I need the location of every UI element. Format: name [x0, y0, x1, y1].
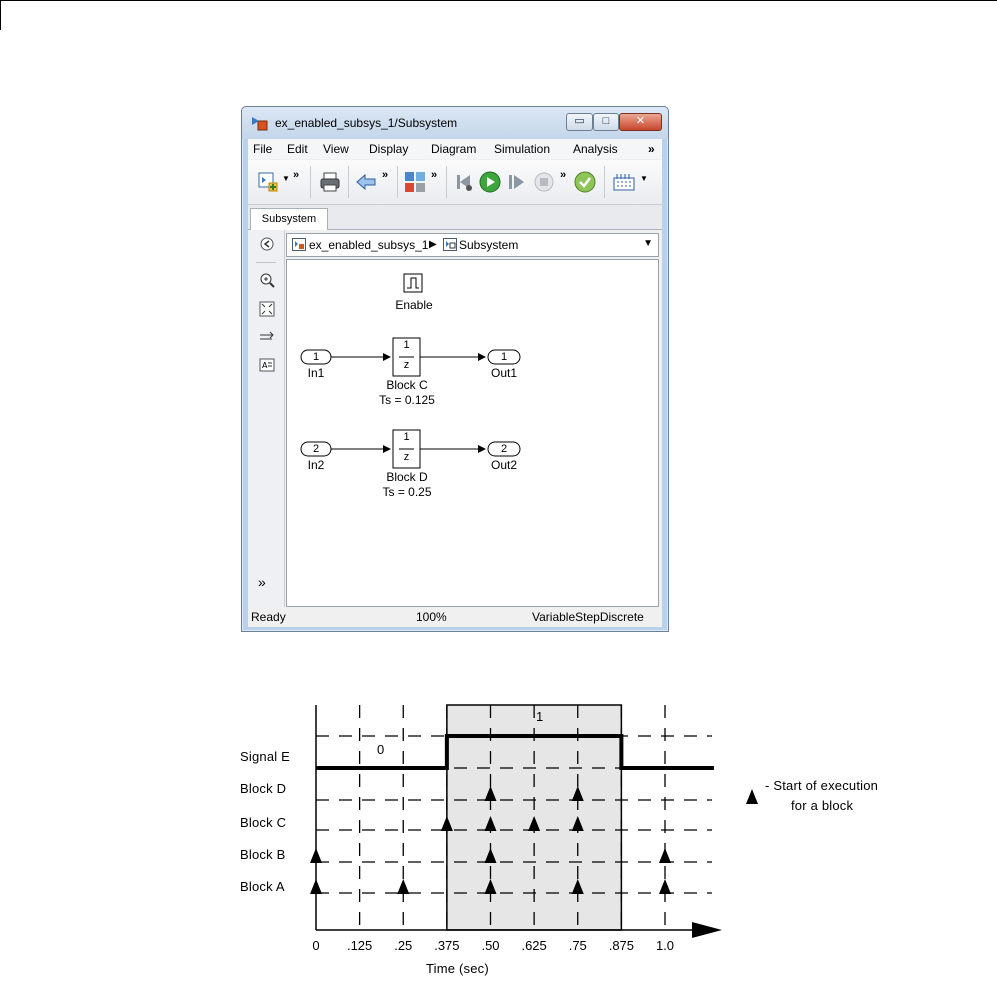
out1-number: 1 — [500, 351, 508, 363]
breadcrumb-current[interactable]: Subsystem — [459, 238, 519, 252]
legend-text-line1: - Start of execution — [765, 778, 879, 793]
x-tick-label: .625 — [521, 938, 547, 953]
status-solver: VariableStepDiscrete — [532, 610, 644, 624]
row-label-block-a: Block A — [240, 879, 285, 894]
x-axis-label: Time (sec) — [426, 961, 489, 976]
menu-simulation[interactable]: Simulation — [494, 142, 551, 156]
menu-view[interactable]: View — [323, 142, 349, 156]
toolbar-overflow-4[interactable]: » — [560, 169, 567, 181]
menu-file[interactable]: File — [253, 142, 273, 156]
status-zoom: 100% — [416, 610, 447, 624]
new-model-dropdown-icon[interactable]: ▼ — [282, 174, 290, 183]
block-c-numerator: 1 — [403, 339, 410, 351]
menu-analysis[interactable]: Analysis — [573, 142, 618, 156]
address-dropdown-icon[interactable]: ▼ — [643, 238, 653, 249]
x-tick-label: .875 — [608, 938, 635, 953]
signal-high-value: 1 — [536, 709, 544, 724]
in2-number: 2 — [312, 443, 320, 455]
menu-diagram[interactable]: Diagram — [431, 142, 477, 156]
minimize-button[interactable]: ▭ — [566, 113, 593, 131]
row-label-block-c: Block C — [240, 815, 287, 830]
in2-label: In2 — [307, 458, 325, 472]
block-d-name: Block D — [386, 470, 428, 484]
status-state: Ready — [251, 610, 286, 624]
x-tick-label: .25 — [394, 938, 413, 953]
close-button[interactable]: ✕ — [619, 113, 662, 131]
execution-marker-block-a — [397, 879, 409, 894]
block-c-sample-time: Ts = 0.125 — [379, 393, 435, 407]
toolbar-overflow-1[interactable]: » — [293, 169, 300, 181]
x-tick-label: 1.0 — [655, 938, 675, 953]
x-tick-label: .125 — [346, 938, 373, 953]
row-label-block-d: Block D — [240, 781, 287, 796]
legend-text-line2: for a block — [791, 798, 854, 813]
block-c-name: Block C — [386, 378, 428, 392]
block-c-denominator: z — [403, 359, 410, 371]
in1-number: 1 — [312, 351, 320, 363]
left-palette-more[interactable]: » — [258, 574, 266, 590]
svg-text:A: A — [262, 361, 268, 370]
maximize-button[interactable]: □ — [593, 113, 619, 131]
menu-display[interactable]: Display — [369, 142, 409, 156]
legend-marker-icon — [746, 789, 758, 804]
signal-low-value: 0 — [377, 742, 385, 757]
x-tick-label: 0 — [312, 938, 320, 953]
toolbar-overflow-3[interactable]: » — [431, 169, 438, 181]
execution-marker-block-b — [659, 848, 671, 863]
out2-label: Out2 — [490, 458, 517, 472]
window-title: ex_enabled_subsys_1/Subsystem — [275, 116, 458, 130]
execution-marker-block-a — [659, 879, 671, 894]
menu-edit[interactable]: Edit — [287, 142, 308, 156]
x-tick-label: .375 — [434, 938, 460, 953]
x-tick-label: .50 — [481, 938, 500, 953]
breadcrumb-separator-icon: ▶ — [429, 239, 437, 250]
breadcrumb-root[interactable]: ex_enabled_subsys_1 — [309, 238, 429, 252]
execution-marker-block-b — [310, 848, 322, 863]
x-axis-arrow — [692, 922, 722, 938]
build-dropdown-icon[interactable]: ▼ — [640, 174, 648, 183]
toolbar-overflow-2[interactable]: » — [382, 169, 389, 181]
block-d-numerator: 1 — [403, 431, 410, 443]
menu-overflow[interactable]: » — [648, 142, 655, 156]
enable-label: Enable — [395, 298, 433, 312]
block-d-denominator: z — [403, 451, 410, 463]
row-label-block-b: Block B — [240, 847, 286, 862]
execution-marker-block-a — [310, 879, 322, 894]
row-label-signal-e: Signal E — [240, 749, 291, 764]
out2-number: 2 — [500, 443, 508, 455]
in1-label: In1 — [307, 366, 325, 380]
x-tick-label: .75 — [568, 938, 587, 953]
block-d-sample-time: Ts = 0.25 — [382, 485, 432, 499]
out1-label: Out1 — [490, 366, 517, 380]
tab-subsystem[interactable]: Subsystem — [250, 208, 328, 230]
